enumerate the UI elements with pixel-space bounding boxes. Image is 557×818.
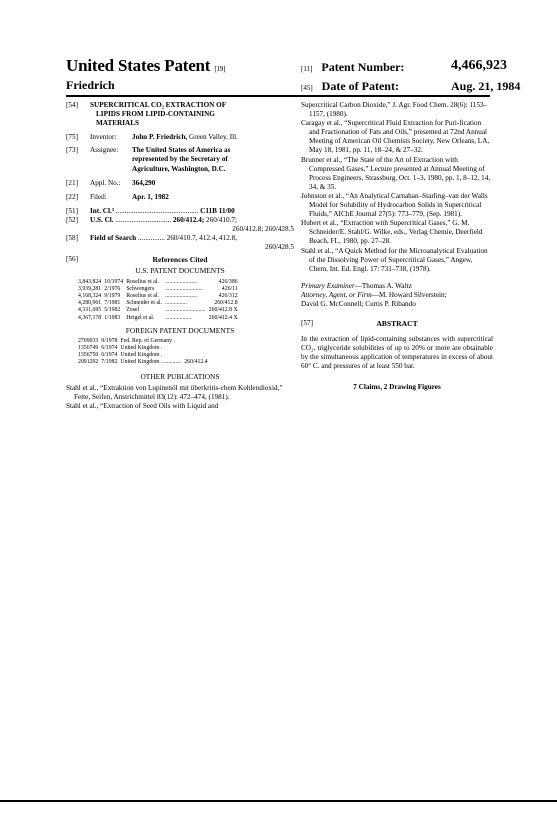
field-label: U.S. Cl. [90,215,114,224]
examiner-name: —Thomas A. Waltz [354,281,412,290]
date-cell: 10/1974 [104,278,124,285]
publication-entry: Johnston et al., “An Analytical Carnahan–Starling–van der Walls Model for Solubility of Hydrocarbon Solids in Supercritical Fluids,” AIChE Journal 27(5): 773–779, (Sep. 1981). [301,191,488,219]
int-cl-field [66,207,294,216]
title-line: MATERIALS [96,119,139,128]
title-code: [19] [214,65,226,73]
patent-no-cell: 1356750 [78,352,99,359]
foreign-documents-heading: FOREIGN PATENT DOCUMENTS [125,325,235,335]
patent-no-cell: 4,331,695 [78,307,102,314]
class-cell: 260/412.8 [214,300,238,307]
publication-entry: Brunner et al., “The State of the Art of Extraction with Compressed Gases,” Lecture presented at Annual Meeting of Process Engineers, Strassburg, Oct. 1–3, 1980, pp. 1, 8–12, 14, 34, & 35. [301,155,491,191]
leader-dots: ...................... [165,278,197,285]
references-heading: References Cited [152,255,208,265]
examiner-label: Primary Examiner [301,281,355,290]
invention-title [90,101,294,128]
field-of-search [66,234,294,252]
reference-row [78,352,211,359]
class-cell: 260/412.4 [184,359,208,366]
class-cell: 260/412.4 X [208,314,238,321]
attorney-line [301,291,493,300]
foreign-documents-table [78,338,211,367]
field-code: [58] [66,234,78,243]
assignee-value [132,146,294,173]
patent-number: 4,466,923 [451,58,507,73]
field-label: Inventor: [90,133,117,142]
int-cl-line [90,207,294,216]
publication-entry: Stahl et al., “Extraktion von Lupinenöl mit überkritis-chem Kohlendioxid,” Fette, Seifen, Anstrichmittel 83(12): 472–474, (1981). [66,383,283,401]
patent-no-cell: 1356749 [78,345,99,352]
patent-no-cell: 3,843,824 [78,278,102,285]
publication-entry: Stahl et al., “A Quick Method for the Microanalytical Evaluation of the Dissolving Power of Supercritical Gases,” Angew, Chem. Int. Ed. Engl. 17: 731–738, (1978). [301,246,488,273]
us-cl-value: 260/412.8; 260/428.5 [232,225,294,234]
name-cell: Schwengers [126,285,155,292]
abstract-heading-row [301,319,493,329]
inventor-value [132,133,294,142]
assignee-line: The United States of America as [132,146,231,155]
us-documents-table [78,279,241,322]
leader-dots: ............... [165,300,187,307]
date-cell: 6/1974 [101,352,118,359]
class-cell: 260/412.8 X [208,307,238,314]
name-cell: United Kingdom . [120,352,163,359]
field-label: Appl. No.: [90,178,121,187]
reference-row [78,315,241,322]
date-cell: 5/1982 [104,307,121,314]
field-label: Assignee: [90,146,119,155]
field-of-search-line [90,234,294,243]
name-cell: Fed. Rep. of Germany . [120,337,175,344]
field-of-search-value: 260/410.7, 412.4, 412.8, [166,234,238,243]
patent-no-cell: 4,168,324 [78,292,102,299]
left-column [66,101,294,411]
publication-entry: Supercritical Carbon Dioxide,” J. Agr. Food Chem. 28(6): 1153–1157, (1980). [301,101,488,119]
inventor-surname: Friedrich [66,78,115,92]
name-cell: Zosel [126,307,140,314]
filed-date: Apr. 1, 1982 [132,192,169,201]
us-documents-heading: U.S. PATENT DOCUMENTS [135,266,225,276]
title-line: SUPERCRITICAL CO₂ EXTRACTION OF [90,101,227,109]
patent-no-cell: 4,367,178 [78,314,102,321]
date-label: Date of Patent: [321,79,399,93]
assignee-line: Agriculture, Washington, D.C. [132,164,226,173]
us-cl-line [90,216,294,225]
reference-row [78,300,241,307]
date-cell: 9/1978 [101,337,118,344]
patent-no-cell: 2709033 [78,337,99,344]
class-cell: 426/312 [218,292,238,299]
patent-no-cell: 3,939,281 [78,285,102,292]
name-cell: Heigel et al. [126,314,155,321]
references-cited [66,255,294,264]
date-cell: 2/1976 [104,285,121,292]
patent-no-cell: 2091292 [78,359,99,366]
reference-row [78,338,211,345]
appl-no: 364,290 [132,178,156,187]
abstract-text: In the extraction of lipid-containing substances with supercritical CO₂, triglyceride solubilities of up to 20% or more are obtainable by the simultaneous application of temperatures in excess of about 60° C. and pressures of at least 550 bar. [301,335,493,371]
name-cell: Roselius et al. [126,292,159,299]
leader-dots: .............................................. [115,206,199,215]
date-cell: 9/1979 [104,292,121,299]
date-of-patent: Aug. 21, 1984 [451,79,521,93]
field-code: [21] [66,178,78,187]
reference-row [78,359,211,366]
right-column [301,101,493,393]
name-cell: Schneider et al. [126,300,163,307]
patent-number-label: Patent Number: [321,60,405,74]
field-label: Filed: [90,192,107,201]
publication-entry: Stahl et al., “Extraction of Seed Oils with Liquid and [66,401,219,410]
date-of-patent-line [301,79,521,94]
field-code: [51] [66,206,78,215]
attorney-name: —M. Howard Silverstein; [371,290,447,299]
field-code: [52] [66,215,78,224]
reference-row [78,307,241,314]
filed-field [66,193,294,202]
us-cl-value: 260/412.4; [172,215,205,224]
title-field [66,101,294,128]
field-code: [75] [66,133,78,142]
assignee-field [66,146,294,173]
footer-rule [0,800,557,802]
reference-row [78,279,241,286]
date-cell: 1/1983 [104,314,121,321]
field-code: [56] [66,255,78,264]
title-text: United States Patent [66,56,211,75]
class-cell: 426/386 [218,278,238,285]
leader-dots: .................. [165,314,192,321]
field-label: Int. Cl.³ [90,206,114,215]
inventor-field [66,133,294,142]
assignee-line: represented by the Secretary of [132,155,228,164]
other-publications-heading: OTHER PUBLICATIONS [140,371,220,381]
leader-dots: ...................... [165,292,197,299]
examiner-line [301,282,493,291]
patent-office-title [66,56,225,76]
class-cell [184,338,210,345]
appl-no-field [66,179,294,188]
class-cell [184,352,210,359]
inventor-name: John P. Friedrich, [132,133,188,142]
attorney-label: Attorney, Agent, or Firm [301,290,372,299]
claims-summary: 7 Claims, 2 Drawing Figures [353,383,441,392]
patent-no-cell: 4,280,961 [78,300,102,307]
attorney-name-continued: David G. McConnell; Curtis P. Ribando [301,299,416,308]
field-of-search-value: 260/428.5 [265,243,294,252]
int-cl-value: C11B 11/00 [200,206,235,215]
name-cell: Roselius et al. [126,278,159,285]
patent-number-line [301,58,507,75]
name-cell: United Kingdom .............. [120,359,182,366]
field-label: Field of Search [90,234,137,243]
field-code: [54] [66,101,78,109]
field-code: [22] [66,192,78,201]
date-cell: 7/1981 [104,300,121,307]
publication-entry: Caragay et al., “Supercritical Fluid Extraction for Puri-fication and Fractionation of Fats and Oils,” presented at 72nd Annual Meeting of American Oil Chemists Society, New Orleans, LA, May 18, 1981, pp. 11, 18–24, & 27–32. [301,119,490,155]
us-cl-value: 260/410.7; [206,215,237,224]
leader-dots: ............................ [165,307,206,314]
inventor-place: Green Valley, Ill. [189,133,238,142]
class-cell: 426/11 [221,285,238,292]
leader-dots: ............................... [115,215,172,224]
name-cell: United Kingdom . [120,345,163,352]
patent-number-code: [11] [301,65,313,73]
field-code: [73] [66,146,78,155]
us-cl-field [66,216,294,234]
reference-row [78,286,241,293]
date-cell: 7/1982 [101,359,118,366]
leader-dots: ............... [137,234,165,243]
date-cell: 6/1974 [101,345,118,352]
reference-row [78,293,241,300]
publication-entry: Hubert et al., “Extraction with Supercritical Gases,” G. M. Schneider/E. Stahl/G. Wilke, eds., Verlag Chemie, Deerfield Beach, FL, 1980, pp. 27–28. [301,219,483,246]
header-rule [66,95,490,97]
reference-row [78,345,211,352]
field-code: [57] [301,319,313,328]
leader-dots: .......................... [165,285,203,292]
date-code: [45] [301,84,313,92]
title-line: LIPIDS FROM LIPID-CONTAINING [96,110,215,119]
class-cell [184,345,210,352]
abstract-heading: ABSTRACT [376,319,418,329]
